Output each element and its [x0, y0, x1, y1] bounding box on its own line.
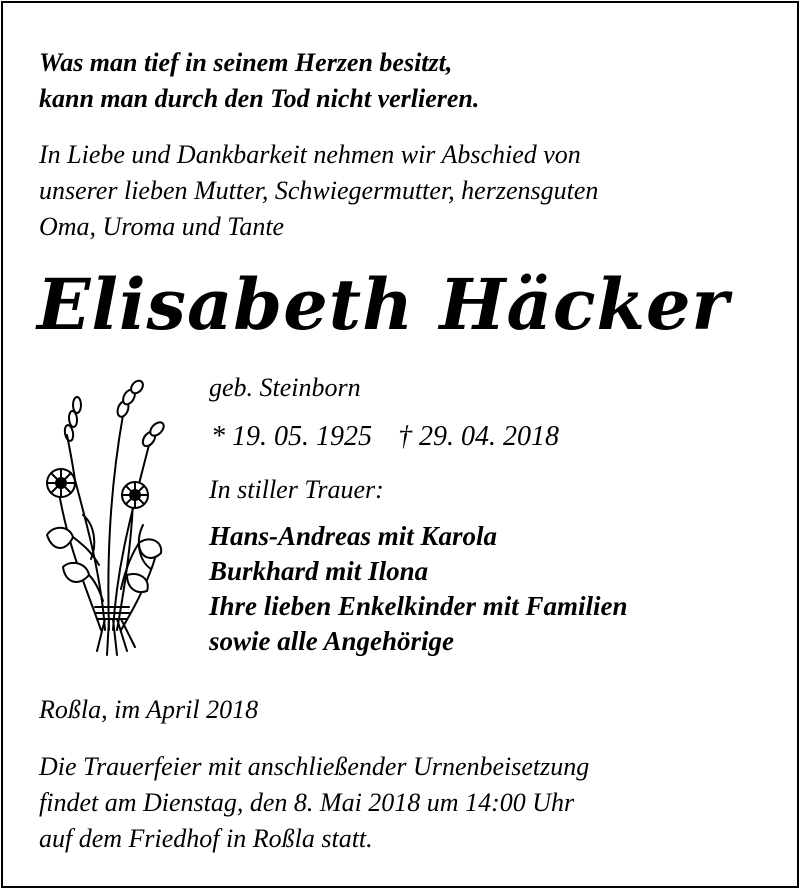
- ceremony-line: findet am Dienstag, den 8. Mai 2018 um 14:00 Uhr: [39, 788, 575, 817]
- motto-line: Was man tief in seinem Herzen besitzt,: [39, 48, 453, 77]
- motto: [39, 45, 479, 117]
- ceremony-line: auf dem Friedhof in Roßla statt.: [39, 824, 373, 853]
- mourner: Hans-Andreas mit Karola: [209, 521, 498, 551]
- mourning-label: In stiller Trauer:: [209, 475, 384, 504]
- place-date: Roßla, im April 2018: [39, 695, 259, 724]
- mourner: sowie alle Angehörige: [209, 626, 455, 656]
- birth-date: * 19. 05. 1925: [211, 421, 372, 452]
- motto-line: kann man durch den Tod nicht verlieren.: [39, 84, 480, 113]
- obituary-notice: [1, 1, 799, 888]
- intro-text: [39, 137, 598, 245]
- death-date: † 29. 04. 2018: [398, 421, 559, 452]
- mourner: Ihre lieben Enkelkinder mit Familien: [209, 591, 628, 621]
- intro-line: Oma, Uroma und Tante: [39, 212, 285, 241]
- deceased-name: Elisabeth Häcker: [37, 263, 730, 346]
- mourner: Burkhard mit Ilona: [209, 556, 429, 586]
- life-dates: [211, 421, 559, 453]
- birth-name: geb. Steinborn: [209, 373, 361, 402]
- flower-bouquet-icon: [39, 375, 169, 657]
- ceremony-info: [39, 749, 589, 857]
- mourners-list: [209, 519, 628, 659]
- intro-line: In Liebe und Dankbarkeit nehmen wir Abschied von: [39, 140, 581, 169]
- intro-line: unserer lieben Mutter, Schwiegermutter, herzensguten: [39, 176, 599, 205]
- ceremony-line: Die Trauerfeier mit anschließender Urnenbeisetzung: [39, 752, 590, 781]
